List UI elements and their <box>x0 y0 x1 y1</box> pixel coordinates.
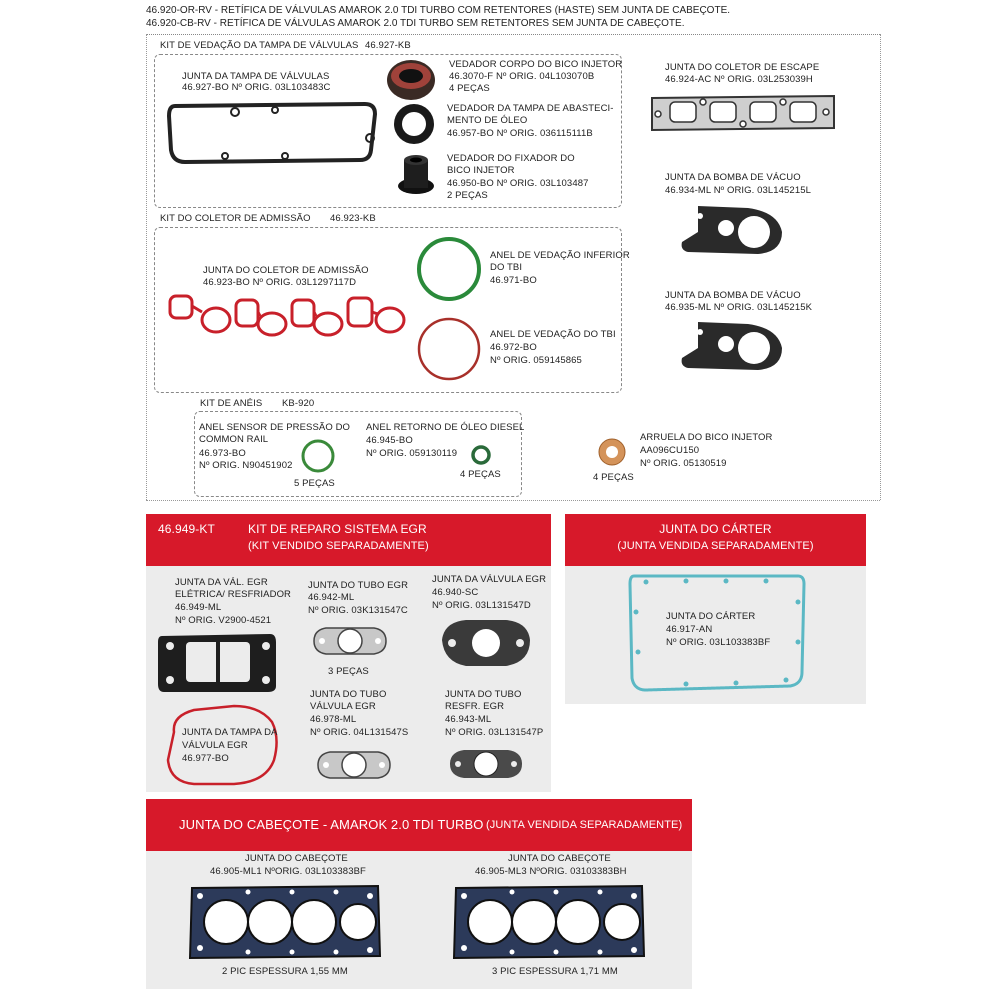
vacuo1-code: 46.934-ML Nº ORIG. 03L145215L <box>665 185 811 196</box>
anel-tbi-orig: Nº ORIG. 059145865 <box>490 355 582 366</box>
kit-tampa-code: 46.927-KB <box>365 40 411 51</box>
arruela-label: ARRUELA DO BICO INJETOR <box>640 432 773 443</box>
sensor-code: 46.973-BO <box>199 448 246 459</box>
anel-inf-label-1: ANEL DE VEDAÇÃO INFERIOR <box>490 250 630 261</box>
vacuum-pump-gasket-2-image <box>678 318 786 374</box>
egr-code: 46.949-KT <box>158 522 215 536</box>
header-line-2: 46.920-CB-RV - RETÍFICA DE VÁLVULAS AMAROK 2.0 TDI TURBO SEM RETENTORES SEM JUNTA DE CABEÇOTE. <box>146 18 685 29</box>
intake-manifold-gasket-image <box>166 292 408 338</box>
egr-valve-gasket-image <box>436 614 536 672</box>
junta-tampa-label: JUNTA DA TAMPA DE VÁLVULAS <box>182 71 330 82</box>
abastec-label-2: MENTO DE ÓLEO <box>447 115 528 126</box>
corpo-qty: 4 PEÇAS <box>449 83 490 94</box>
sensor-qty: 5 PEÇAS <box>294 478 335 489</box>
tubo-resfr-label-1: JUNTA DO TUBO <box>445 689 522 700</box>
retorno-qty: 4 PEÇAS <box>460 469 501 480</box>
egr-title: KIT DE REPARO SISTEMA EGR <box>248 522 427 536</box>
vacuo2-code: 46.935-ML Nº ORIG. 03L145215K <box>665 302 813 313</box>
cabecote-2-code: 46.905-ML3 NºORIG. 03103383BH <box>475 866 627 877</box>
tubo-valv-orig: Nº ORIG. 04L131547S <box>310 727 409 738</box>
tubo-resfr-code: 46.943-ML <box>445 714 492 725</box>
corpo-code: 46.3070-F Nº ORIG. 04L103070B <box>449 71 595 82</box>
pressure-sensor-ring-image <box>300 438 336 474</box>
header-divider <box>146 34 880 35</box>
tampa-egr-label-2: VÁLVULA EGR <box>182 740 248 751</box>
cabecote-title: JUNTA DO CABEÇOTE - AMAROK 2.0 TDI TURBO <box>179 817 484 832</box>
tampa-egr-code: 46.977-BO <box>182 753 229 764</box>
anel-tbi-label: ANEL DE VEDAÇÃO DO TBI <box>490 329 616 340</box>
retorno-orig: Nº ORIG. 059130119 <box>366 448 458 459</box>
carter-title: JUNTA DO CÁRTER <box>659 522 772 536</box>
valvula-orig: Nº ORIG. 03L131547D <box>432 600 531 611</box>
carter-code: 46.917-AN <box>666 624 713 635</box>
valvula-label: JUNTA DA VÁLVULA EGR <box>432 574 547 585</box>
carter-subtitle: (JUNTA VENDIDA SEPARADAMENTE) <box>617 540 814 552</box>
val-egr-label-1: JUNTA DA VÁL. EGR <box>175 577 268 588</box>
kit-admissao-title: KIT DO COLETOR DE ADMISSÃO <box>160 213 311 224</box>
corpo-label: VEDADOR CORPO DO BICO INJETOR <box>449 59 623 70</box>
injector-washer-image <box>596 436 628 468</box>
kit-tampa-title: KIT DE VEDAÇÃO DA TAMPA DE VÁLVULAS <box>160 40 359 51</box>
tbi-ring-image <box>416 316 482 382</box>
sensor-label-1: ANEL SENSOR DE PRESSÃO DO <box>199 422 351 433</box>
fixador-qty: 2 PEÇAS <box>447 190 488 201</box>
header-line-1: 46.920-OR-RV - RETÍFICA DE VÁLVULAS AMAROK 2.0 TDI TURBO COM RETENTORES (HASTE) SEM JUNTA DE CABEÇOTE. <box>146 5 731 16</box>
outer-frame-bottom <box>146 500 880 501</box>
junta-admissao-label: JUNTA DO COLETOR DE ADMISSÃO <box>203 265 369 276</box>
head-gasket-1-image <box>186 880 384 964</box>
val-egr-label-2: ELÉTRICA/ RESFRIADOR <box>175 589 292 600</box>
tampa-egr-label-1: JUNTA DA TAMPA DA <box>182 727 278 738</box>
escape-code: 46.924-AC Nº ORIG. 03L253039H <box>665 74 813 85</box>
cabecote-1-code: 46.905-ML1 NºORIG. 03L103383BF <box>210 866 366 877</box>
lower-tbi-ring-image <box>416 236 482 302</box>
vacuo2-label: JUNTA DA BOMBA DE VÁCUO <box>665 290 801 301</box>
cabecote-2-label: JUNTA DO CABEÇOTE <box>508 853 611 864</box>
fixador-label-1: VEDADOR DO FIXADOR DO <box>447 153 575 164</box>
exhaust-manifold-gasket-image <box>648 88 838 136</box>
egr-banner <box>146 514 551 566</box>
egr-valve-tube-gasket-image <box>314 744 394 786</box>
injector-body-seal-image <box>385 58 437 102</box>
oil-pan-gasket-image <box>626 572 808 696</box>
val-egr-orig: Nº ORIG. V2900-4521 <box>175 615 272 626</box>
egr-tube-gasket-image <box>310 620 390 662</box>
cabecote-banner <box>146 799 692 851</box>
junta-admissao-code: 46.923-BO Nº ORIG. 03L1297117D <box>203 277 357 288</box>
kit-aneis-code: KB-920 <box>282 398 315 409</box>
tubo-qty: 3 PEÇAS <box>328 666 369 677</box>
outer-frame-right <box>880 34 881 500</box>
arruela-code: AA096CU150 <box>640 445 700 456</box>
arruela-qty: 4 PEÇAS <box>593 472 634 483</box>
kit-admissao-code: 46.923-KB <box>330 213 376 224</box>
cabecote-subtitle: (JUNTA VENDIDA SEPARADAMENTE) <box>486 819 683 831</box>
kit-aneis-title: KIT DE ANÉIS <box>200 398 263 409</box>
junta-tampa-code: 46.927-BO Nº ORIG. 03L103483C <box>182 82 331 93</box>
retorno-label: ANEL RETORNO DE ÓLEO DIESEL <box>366 422 525 433</box>
tubo-resfr-orig: Nº ORIG. 03L131547P <box>445 727 544 738</box>
outer-frame-left <box>146 34 147 500</box>
arruela-orig: Nº ORIG. 05130519 <box>640 458 727 469</box>
anel-inf-code: 46.971-BO <box>490 275 537 286</box>
tubo-valv-code: 46.978-ML <box>310 714 357 725</box>
tubo-resfr-label-2: RESFR. EGR <box>445 701 505 712</box>
escape-label: JUNTA DO COLETOR DE ESCAPE <box>665 62 820 73</box>
tubo-valv-label-1: JUNTA DO TUBO <box>310 689 387 700</box>
retorno-code: 46.945-BO <box>366 435 413 446</box>
cabecote-2-spec: 3 PIC ESPESSURA 1,71 MM <box>492 966 618 977</box>
valvula-code: 46.940-SC <box>432 587 479 598</box>
valve-cover-gasket-image <box>165 98 380 170</box>
tubo-code: 46.942-ML <box>308 592 355 603</box>
vacuo1-label: JUNTA DA BOMBA DE VÁCUO <box>665 172 801 183</box>
abastec-label-1: VEDADOR DA TAMPA DE ABASTECI- <box>447 103 614 114</box>
oil-return-ring-image <box>470 444 492 466</box>
fixador-label-2: BICO INJETOR <box>447 165 515 176</box>
anel-inf-label-2: DO TBI <box>490 262 523 273</box>
anel-tbi-code: 46.972-BO <box>490 342 537 353</box>
egr-cooler-tube-gasket-image <box>446 742 526 786</box>
egr-electric-valve-gasket-image <box>156 628 280 698</box>
tubo-label: JUNTA DO TUBO EGR <box>308 580 409 591</box>
cabecote-1-label: JUNTA DO CABEÇOTE <box>245 853 348 864</box>
fixador-code: 46.950-BO Nº ORIG. 03L103487 <box>447 178 589 189</box>
injector-holder-seal-image <box>396 152 436 196</box>
oil-cap-seal-image <box>392 102 436 146</box>
head-gasket-2-image <box>450 880 648 964</box>
sensor-label-2: COMMON RAIL <box>199 434 269 445</box>
vacuum-pump-gasket-1-image <box>678 202 786 258</box>
cabecote-1-spec: 2 PIC ESPESSURA 1,55 MM <box>222 966 348 977</box>
egr-subtitle: (KIT VENDIDO SEPARADAMENTE) <box>248 540 429 552</box>
val-egr-code: 46.949-ML <box>175 602 222 613</box>
carter-label: JUNTA DO CÁRTER <box>666 611 756 622</box>
tubo-orig: Nº ORIG. 03K131547C <box>308 605 408 616</box>
tubo-valv-label-2: VÁLVULA EGR <box>310 701 376 712</box>
carter-orig: Nº ORIG. 03L103383BF <box>666 637 771 648</box>
carter-banner <box>565 514 866 566</box>
sensor-orig: Nº ORIG. N90451902 <box>199 460 293 471</box>
abastec-code: 46.957-BO Nº ORIG. 036115111B <box>447 128 593 139</box>
